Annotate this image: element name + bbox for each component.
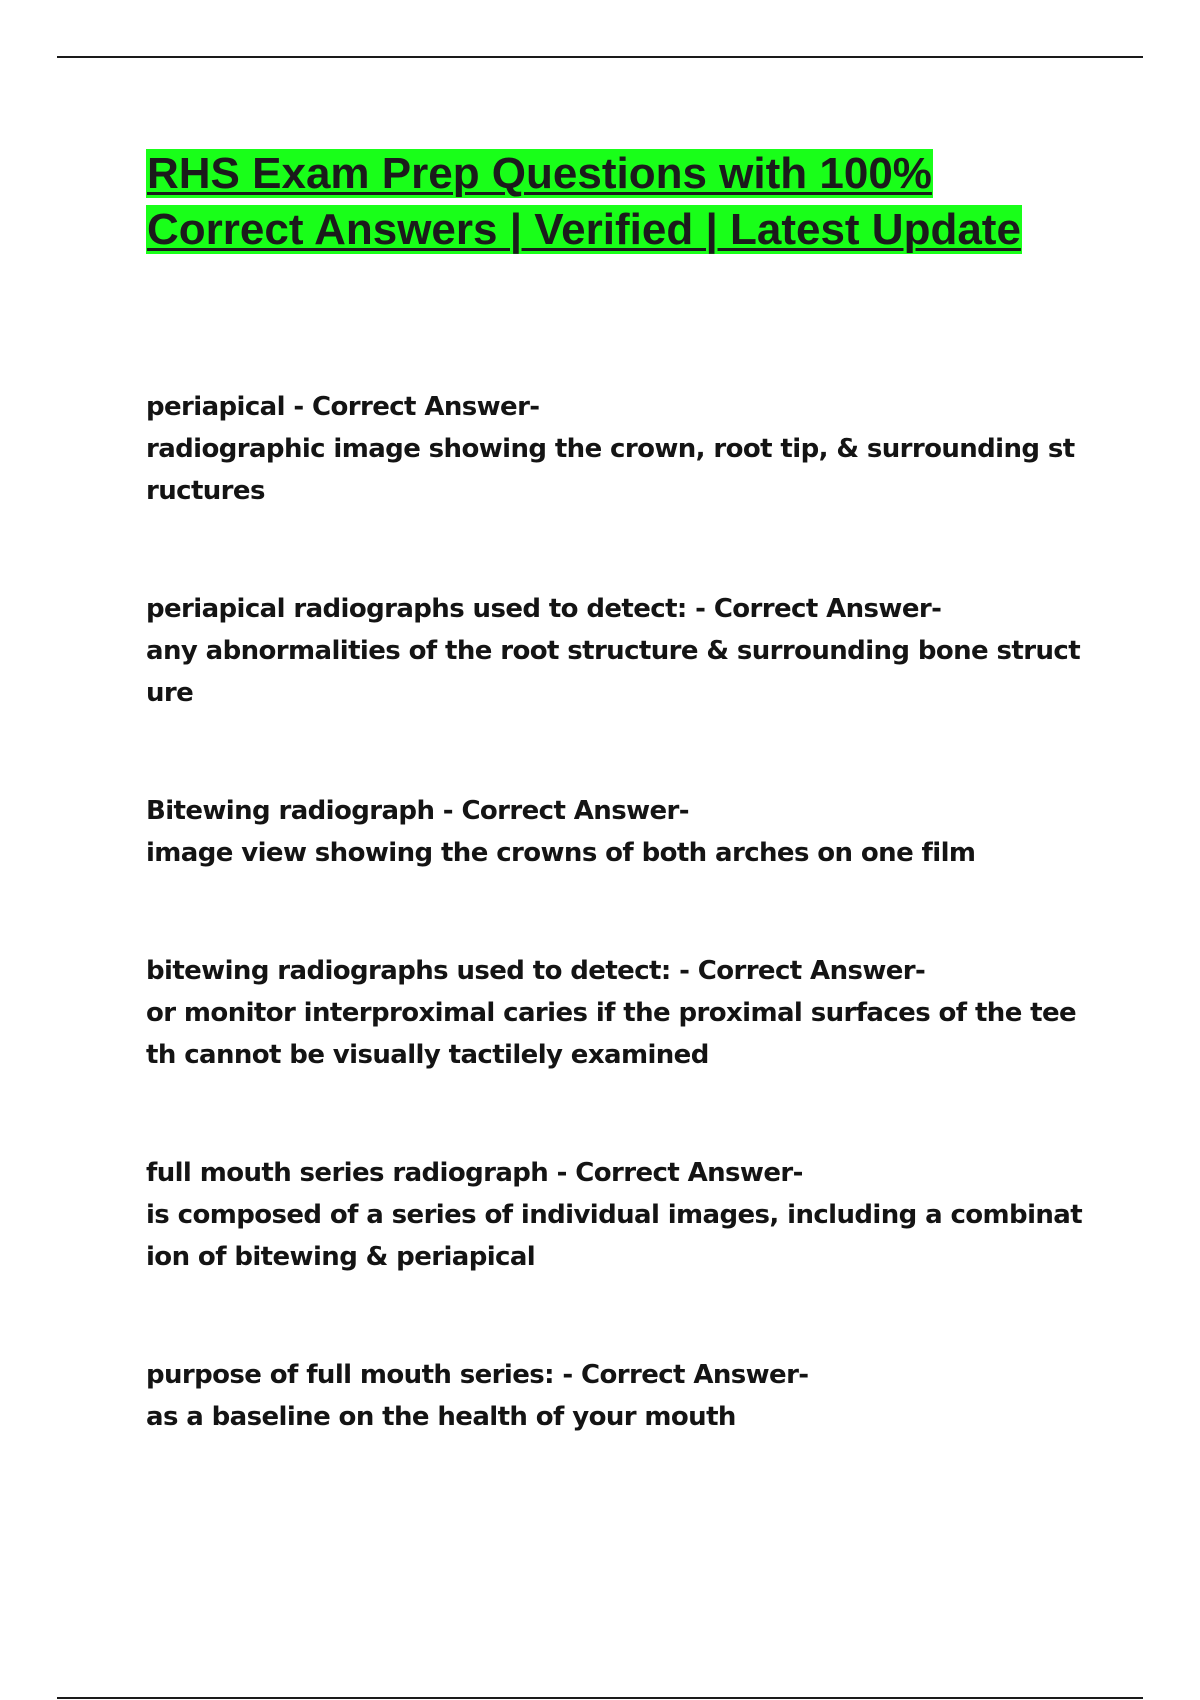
header-rule bbox=[57, 56, 1143, 58]
question-text: purpose of full mouth series: - Correct Answer- bbox=[146, 1360, 809, 1390]
qa-item bbox=[146, 386, 1086, 512]
title-block bbox=[146, 146, 1046, 258]
qa-item bbox=[146, 790, 1086, 874]
footer-rule bbox=[57, 1697, 1143, 1699]
qa-item bbox=[146, 950, 1086, 1076]
qa-item bbox=[146, 588, 1086, 714]
question-text: bitewing radiographs used to detect: - Correct Answer- bbox=[146, 956, 926, 986]
question-text: periapical radiographs used to detect: - Correct Answer- bbox=[146, 594, 942, 624]
question-text: Bitewing radiograph - Correct Answer- bbox=[146, 796, 689, 826]
answer-text: image view showing the crowns of both arches on one film bbox=[146, 838, 976, 868]
qa-item bbox=[146, 1354, 1086, 1438]
document-title bbox=[146, 146, 1046, 258]
answer-text: any abnormalities of the root structure & surrounding bone structure bbox=[146, 636, 1081, 708]
answer-text: is composed of a series of individual images, including a combination of bitewing & periapical bbox=[146, 1200, 1083, 1272]
question-text: periapical - Correct Answer- bbox=[146, 392, 540, 422]
answer-text: radiographic image showing the crown, root tip, & surrounding structures bbox=[146, 434, 1075, 506]
qa-list bbox=[146, 386, 1086, 1438]
answer-text: as a baseline on the health of your mouth bbox=[146, 1402, 736, 1432]
document-title-text: RHS Exam Prep Questions with 100% Correct Answers | Verified | Latest Update bbox=[147, 149, 1021, 254]
question-text: full mouth series radiograph - Correct Answer- bbox=[146, 1158, 803, 1188]
answer-text: or monitor interproximal caries if the proximal surfaces of the teeth cannot be visually tactilely examined bbox=[146, 998, 1077, 1070]
qa-item bbox=[146, 1152, 1086, 1278]
